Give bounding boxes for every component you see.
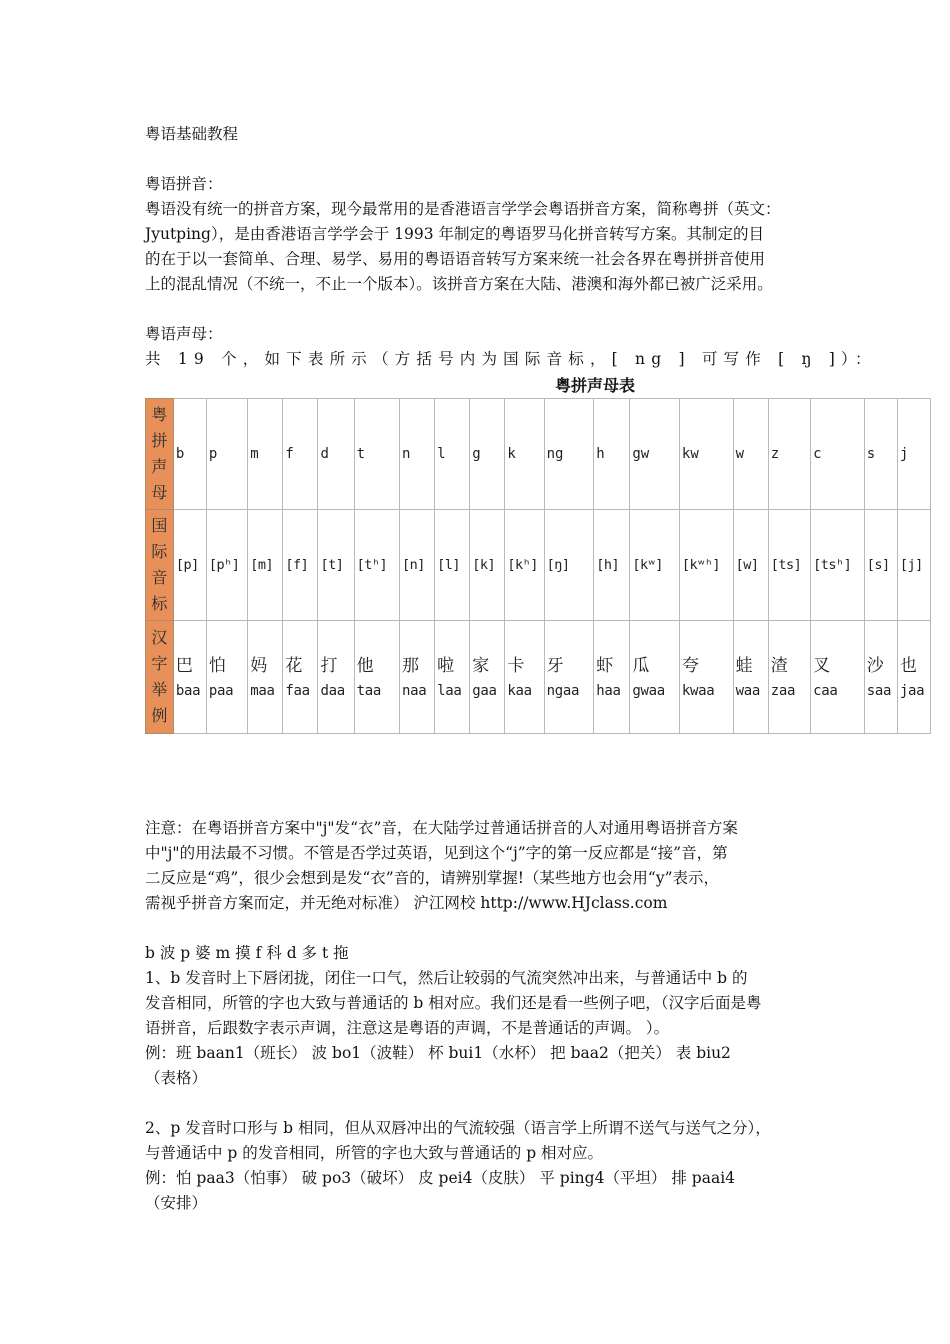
example-cell [206, 621, 247, 734]
ipa-cell: [k] [470, 510, 505, 621]
example-cell [173, 621, 206, 734]
jyutping-cell: d [318, 399, 354, 510]
ipa-cell: [w] [733, 510, 768, 621]
example-jyutping: gaa [472, 683, 497, 699]
example-jyutping: kaa [507, 683, 532, 699]
example-character: 家 [472, 656, 490, 676]
example-jyutping: zaa [770, 683, 796, 699]
initials-intro: 共 19 个，如下表所示（方括号内为国际音标，[ ng ] 可写作 [ ŋ ]）： [145, 350, 877, 368]
example-jyutping: jaa [899, 683, 925, 699]
example-character: 花 [285, 656, 303, 676]
document-title: 粤语基础教程 [145, 125, 239, 143]
example-character: 牙 [546, 656, 564, 676]
row-header-jyutping: 粤拼声母 [146, 399, 174, 510]
example-character: 蛙 [735, 656, 753, 676]
row-header-ipa: 国际音标 [146, 510, 174, 621]
example-cell [630, 621, 680, 734]
ipa-cell: [kʷʰ] [679, 510, 733, 621]
jyutping-cell: h [594, 399, 630, 510]
example-cell [400, 621, 435, 734]
example-jyutping: caa [813, 683, 838, 699]
example-jyutping: kwaa [681, 683, 715, 699]
ipa-cell: [kʰ] [505, 510, 544, 621]
example-character: 虾 [596, 656, 614, 676]
pinyin-paragraph-line: 上的混乱情况（不统一，不止一个版本）。该拼音方案在大陆、港澳和海外都已被广泛采用。 [145, 275, 773, 293]
ipa-cell: [l] [435, 510, 470, 621]
example-character: 怕 [208, 656, 226, 676]
example-character: 沙 [866, 656, 884, 676]
ipa-cell: [ŋ] [544, 510, 594, 621]
pinyin-heading: 粤语拼音： [145, 175, 223, 193]
ipa-cell: [tʰ] [354, 510, 399, 621]
jyutping-cell: kw [679, 399, 733, 510]
jyutping-cell: w [733, 399, 768, 510]
ipa-cell: [p] [173, 510, 206, 621]
pinyin-paragraph-line: 的在于以一套简单、合理、易学、易用的粤语语音转写方案来统一社会各界在粤拼拼音使用 [145, 250, 766, 268]
example-character: 妈 [250, 656, 268, 676]
jyutping-cell: s [864, 399, 897, 510]
example-character: 那 [402, 656, 420, 676]
table-row-ipa [146, 510, 931, 621]
jyutping-cell: p [206, 399, 247, 510]
example-cell [354, 621, 399, 734]
example-character: 瓜 [632, 656, 650, 676]
initials-table [145, 398, 931, 734]
note-line: 中"j"的用法最不习惯。不管是否学过英语，见到这个“j”字的第一反应都是“接”音，第 [145, 844, 728, 862]
jyutping-cell: gw [630, 399, 680, 510]
example-cell [505, 621, 544, 734]
example-jyutping: naa [402, 683, 427, 699]
jyutping-cell: k [505, 399, 544, 510]
jyutping-cell: g [470, 399, 505, 510]
example-character: 叉 [813, 656, 831, 676]
b-example-line: （表格） [145, 1069, 208, 1087]
p-section-line: 2、p 发音时口形与 b 相同，但从双唇冲出的气流较强（语言学上所谓不送气与送气之分）， [145, 1119, 771, 1137]
example-character: 夸 [681, 656, 699, 676]
example-character: 打 [320, 656, 338, 676]
pinyin-paragraph-line: Jyutping），是由香港语言学学会于 1993 年制定的粤语罗马化拼音转写方案。其制定的目 [145, 225, 765, 243]
ipa-cell: [ts] [768, 510, 810, 621]
initials-heading: 粤语声母： [145, 325, 223, 343]
table-title: 粤拼声母表 [554, 376, 635, 395]
example-cell [318, 621, 354, 734]
row-header-examples: 汉字举例 [146, 621, 174, 734]
note-line: 二反应是“鸡”，很少会想到是发“衣”音的，请辨别掌握!（某些地方也会用“y”表示， [145, 869, 720, 887]
example-cell [248, 621, 283, 734]
ipa-cell: [j] [897, 510, 930, 621]
example-jyutping: laa [437, 683, 462, 699]
ipa-cell: [tsʰ] [811, 510, 865, 621]
ipa-cell: [m] [248, 510, 283, 621]
example-cell [733, 621, 768, 734]
jyutping-cell: t [354, 399, 399, 510]
example-jyutping: daa [320, 683, 345, 699]
example-cell [811, 621, 865, 734]
example-character: 啦 [437, 656, 455, 676]
jyutping-cell: c [811, 399, 865, 510]
initials-table-figure [145, 374, 935, 734]
example-jyutping: ngaa [546, 683, 580, 699]
example-character: 也 [899, 656, 917, 676]
jyutping-cell: m [248, 399, 283, 510]
b-section-line: 语拼音，后跟数字表示声调，注意这是粤语的声调，不是普通话的声调。 ）。 [145, 1019, 670, 1037]
jyutping-cell: j [897, 399, 930, 510]
jyutping-cell: ng [544, 399, 594, 510]
example-jyutping: gwaa [632, 683, 665, 699]
example-jyutping: maa [250, 683, 275, 699]
example-jyutping: baa [175, 683, 201, 699]
jyutping-cell: l [435, 399, 470, 510]
jyutping-cell: n [400, 399, 435, 510]
note-line: 需视乎拼音方案而定，并无绝对标准） 沪江网校 http://www.HJclass.com [145, 894, 668, 912]
ipa-cell: [h] [594, 510, 630, 621]
example-cell [679, 621, 733, 734]
example-character: 他 [356, 656, 374, 676]
example-jyutping: waa [735, 683, 760, 699]
ipa-cell: [n] [400, 510, 435, 621]
pinyin-paragraph-line: 粤语没有统一的拼音方案，现今最常用的是香港语言学学会粤语拼音方案，简称粤拼（英文： [145, 200, 781, 218]
example-cell [594, 621, 630, 734]
b-section-line: 发音相同，所管的字也大致与普通话的 b 相对应。我们还是看一些例子吧，（汉字后面是粤 [145, 994, 762, 1012]
table-row-jyutping [146, 399, 931, 510]
note-line: 注意：在粤语拼音方案中"j"发“衣”音，在大陆学过普通话拼音的人对通用粤语拼音方案 [145, 819, 738, 837]
p-example-line: （安排） [145, 1194, 208, 1212]
example-character: 巴 [175, 656, 193, 676]
jyutping-cell: b [173, 399, 206, 510]
b-example-line: 例：班 baan1（班长） 波 bo1（波鞋） 杯 bui1（水杯） 把 baa2（把关） 表 biu2 [145, 1044, 731, 1062]
jyutping-cell: z [768, 399, 810, 510]
example-cell [435, 621, 470, 734]
example-jyutping: saa [866, 683, 892, 699]
example-cell [544, 621, 594, 734]
p-section-line: 与普通话中 p 的发音相同，所管的字也大致与普通话的 p 相对应。 [145, 1144, 604, 1162]
example-jyutping: taa [356, 683, 381, 699]
ipa-cell: [f] [283, 510, 318, 621]
example-cell [470, 621, 505, 734]
example-cell [768, 621, 810, 734]
example-jyutping: faa [285, 683, 310, 699]
example-character: 渣 [770, 656, 788, 676]
initials-mapping: b 波 p 婆 m 摸 f 科 d 多 t 拖 [145, 944, 349, 962]
example-cell [283, 621, 318, 734]
p-example-line: 例：怕 paa3（怕事） 破 po3（破坏） 皮 pei4（皮肤） 平 ping4（平坦） 排 paai4 [145, 1169, 736, 1187]
ipa-cell: [pʰ] [206, 510, 247, 621]
example-cell [897, 621, 930, 734]
jyutping-cell: f [283, 399, 318, 510]
document-body [145, 122, 935, 1216]
ipa-cell: [s] [864, 510, 897, 621]
example-character: 卡 [507, 656, 525, 676]
example-jyutping: paa [208, 683, 234, 699]
example-jyutping: haa [596, 683, 621, 699]
example-cell [864, 621, 897, 734]
b-section-line: 1、b 发音时上下唇闭拢，闭住一口气，然后让较弱的气流突然冲出来，与普通话中 b 的 [145, 969, 748, 987]
ipa-cell: [t] [318, 510, 354, 621]
ipa-cell: [kʷ] [630, 510, 680, 621]
table-row-examples [146, 621, 931, 734]
